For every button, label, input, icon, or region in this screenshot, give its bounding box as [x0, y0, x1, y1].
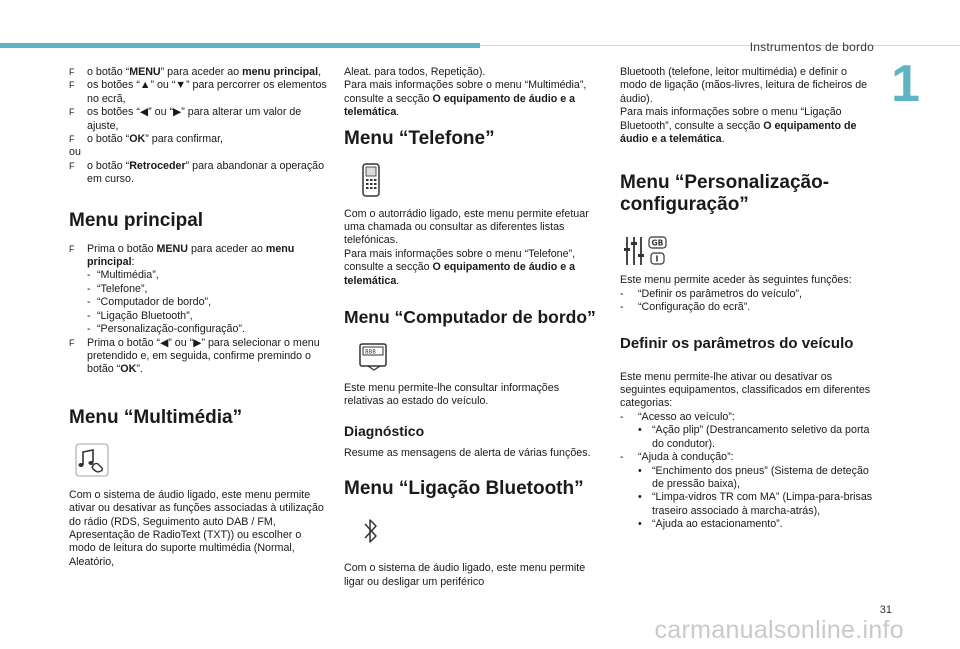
trip-computer-icon — [358, 342, 390, 372]
multimedia-continued: Aleat. para todos, Repetição). — [344, 66, 486, 78]
instruction-back: F o botão “Retroceder” para abandonar a operação em curso. — [69, 160, 327, 187]
or-text: ou — [69, 146, 81, 159]
svg-text:888: 888 — [365, 348, 376, 356]
header-rule — [480, 45, 960, 46]
menu-list-item: - “Computador de bordo”, — [87, 296, 327, 309]
menu-principal-instruction: F Prima o botão MENU para aceder ao menu principal: — [69, 243, 327, 270]
heading-menu-personalizacao: Menu “Personalização- configuração” — [620, 172, 830, 216]
heading-menu-multimedia: Menu “Multimédia” — [69, 406, 243, 428]
category-item: • “Enchimento dos pneus” (Sistema de deteção de pressão baixa), — [620, 465, 875, 492]
multimedia-description: Com o sistema de áudio ligado, este menu permite ativar ou desativar as funções associadas à utilização do rádio (RDS, Seguimento auto DAB / FM, Apresentação de RadioText (TXT)) ou escolher o modo de leitura do suporte multimédia (Normal, Aleatório, — [69, 488, 324, 568]
instruction-adjust: F os botões “◀” ou “▶” para alterar um valor de ajuste, — [69, 106, 327, 133]
bluetooth-icon — [362, 514, 380, 548]
personalizacao-item: - “Definir os parâmetros do veículo”, — [620, 288, 875, 301]
settings-sliders-icon — [622, 234, 670, 268]
multimedia-more-info: Para mais informações sobre o menu “Multimédia”, consulte a secção O equipamento de áudio e a telemática. — [344, 79, 587, 119]
diagnostico-description: Resume as mensagens de alerta de várias funções. — [344, 446, 591, 459]
personalizacao-item: - “Configuração do ecrã”. — [620, 301, 875, 314]
category-acesso: - “Acesso ao veículo”: — [620, 411, 875, 424]
menu-list-item: - “Telefone”, — [87, 283, 327, 296]
menu-list-item: - “Multimédia”, — [87, 269, 327, 282]
section-title: Instrumentos de bordo — [749, 40, 874, 54]
watermark: carmanualsonline.info — [654, 616, 904, 644]
header-accent-bar — [0, 43, 480, 48]
category-item: • “Ajuda ao estacionamento”. — [620, 518, 875, 531]
heading-menu-computador: Menu “Computador de bordo” — [344, 307, 596, 328]
heading-menu-telefone: Menu “Telefone” — [344, 127, 495, 149]
instruction-scroll: F os botões “▲” ou “▼” para percorrer os elementos no ecrã, — [69, 79, 327, 106]
menu-list — [69, 269, 327, 336]
heading-menu-principal: Menu principal — [69, 209, 204, 231]
instruction-menu: F o botão “MENU” para aceder ao menu principal, — [69, 66, 327, 79]
category-item: • “Limpa-vidros TR com MA” (Limpa-para-brisas traseiro associado à marcha-atrás), — [620, 491, 875, 518]
heading-definir-parametros: Definir os parâmetros do veículo — [620, 334, 854, 352]
instruction-ok: F o botão “OK” para confirmar, — [69, 133, 327, 146]
telefone-description: Com o autorrádio ligado, este menu permite efetuar uma chamada ou consultar as diferentes listas telefónicas. — [344, 207, 589, 247]
multimedia-icon — [75, 443, 109, 477]
bluetooth-description: Com o sistema de áudio ligado, este menu permite ligar ou desligar um periférico — [344, 562, 586, 588]
language-gb-label: GB — [651, 238, 664, 248]
personalizacao-description: Este menu permite aceder às seguintes funções: — [620, 274, 852, 287]
category-item: • “Ação plip” (Destrancamento seletivo da porta do condutor). — [620, 424, 875, 451]
column-2 — [344, 66, 596, 589]
computador-description: Este menu permite-lhe consultar informações relativas ao estado do veículo. — [344, 382, 560, 408]
menu-list-item: - “Personalização-configuração”. — [87, 323, 327, 336]
telefone-more-info: Para mais informações sobre o menu “Telefone”, consulte a secção O equipamento de áudio e a telemática. — [344, 247, 576, 287]
heading-menu-bluetooth: Menu “Ligação Bluetooth” — [344, 478, 584, 500]
phone-icon — [360, 162, 382, 198]
category-ajuda: - “Ajuda à condução”: — [620, 451, 875, 464]
column-3 — [620, 66, 875, 532]
column-1 — [69, 66, 327, 569]
bluetooth-more-info: Para mais informações sobre o menu “Ligação Bluetooth”, consulte a secção O equipamento de áudio e a telemática. — [620, 106, 857, 146]
language-i-label: I — [655, 254, 659, 264]
definir-description: Este menu permite-lhe ativar ou desativar os seguintes equipamentos, classificados em diferentes categorias: — [620, 370, 871, 410]
page-number: 31 — [879, 604, 892, 616]
menu-select-instruction: F Prima o botão “◀” ou “▶” para selecionar o menu pretendido e, em seguida, confirme premindo o botão “OK”. — [69, 337, 327, 377]
chapter-number: 1 — [891, 55, 920, 113]
bluetooth-continued: Bluetooth (telefone, leitor multimédia) e definir o modo de ligação (mãos-livres, leitura de ficheiros de áudio). — [620, 66, 868, 105]
heading-diagnostico: Diagnóstico — [344, 422, 425, 439]
menu-list-item: - “Ligação Bluetooth”, — [87, 310, 327, 323]
